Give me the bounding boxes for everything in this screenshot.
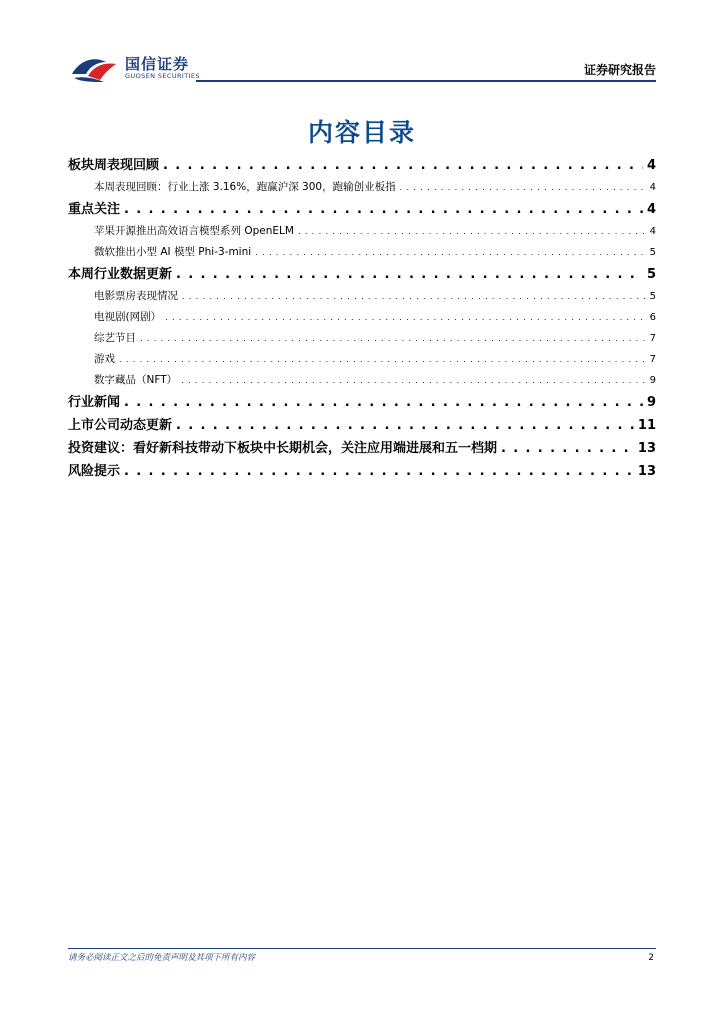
table-of-contents [68,154,656,483]
toc-entry-page: 4 [649,226,656,237]
page-number: 2 [648,953,654,963]
toc-entry-page: 4 [646,202,656,217]
toc-entry-page: 9 [646,395,656,410]
toc-entry[interactable] [68,221,656,242]
toc-entry-page: 9 [649,375,656,386]
toc-dot-leader [181,370,646,391]
toc-entry-title: 数字藏品（NFT） [94,374,178,386]
toc-dot-leader [298,221,646,242]
toc-entry[interactable] [68,460,656,483]
toc-entry[interactable] [68,198,656,221]
toc-entry-page: 13 [637,464,656,479]
toc-dot-leader [163,154,643,177]
report-type-label: 证券研究报告 [583,63,656,77]
toc-entry[interactable] [68,263,656,286]
toc-dot-leader [165,307,646,328]
logo-chinese-name: 国信证券 [125,54,190,73]
toc-entry-page: 7 [649,333,656,344]
toc-entry-title: 苹果开源推出高效语言模型系列 OpenELM [94,225,294,237]
toc-entry-title: 本周表现回顾：行业上涨 3.16%，跑赢沪深 300，跑输创业板指 [94,181,396,193]
toc-entry-title: 电影票房表现情况 [94,290,178,302]
toc-entry-title: 板块周表现回顾 [68,158,160,173]
toc-entry-title: 行业新闻 [68,395,121,410]
toc-entry-title: 重点关注 [68,202,121,217]
toc-entry-title: 本周行业数据更新 [68,267,173,282]
toc-entry-page: 5 [649,291,656,302]
toc-dot-leader [176,263,643,286]
toc-entry-page: 7 [649,354,656,365]
toc-dot-leader [119,349,646,370]
toc-entry-page: 5 [646,267,656,282]
guosen-logo [70,52,200,84]
toc-entry[interactable] [68,177,656,198]
toc-entry-title: 上市公司动态更新 [68,418,173,433]
toc-dot-leader [501,437,634,460]
toc-entry[interactable] [68,414,656,437]
toc-dot-leader [176,414,634,437]
footer-divider [68,948,656,949]
toc-dot-leader [182,286,646,307]
toc-dot-leader [255,242,645,263]
toc-entry-title: 投资建议：看好新科技带动下板块中长期机会，关注应用端进展和五一档期 [68,441,498,456]
toc-entry-page: 4 [646,158,656,173]
toc-entry-page: 5 [649,247,656,258]
toc-entry-title: 综艺节目 [94,332,136,344]
toc-entry-title: 微软推出小型 AI 模型 Phi-3-mini [94,246,252,258]
toc-dot-leader [124,460,634,483]
toc-entry[interactable] [68,154,656,177]
toc-entry-page: 6 [649,312,656,323]
toc-dot-leader [124,198,643,221]
logo-english-name: GUOSEN SECURITIES [125,71,200,80]
toc-entry-page: 13 [637,441,656,456]
toc-entry[interactable] [68,242,656,263]
toc-entry-page: 11 [637,418,656,433]
toc-entry[interactable] [68,349,656,370]
toc-title: 内容目录 [307,118,416,147]
header-divider [196,80,656,82]
toc-entry[interactable] [68,437,656,460]
toc-entry[interactable] [68,328,656,349]
toc-entry-title: 电视剧(网剧） [94,311,162,323]
toc-entry[interactable] [68,370,656,391]
toc-dot-leader [400,177,646,198]
toc-entry[interactable] [68,286,656,307]
toc-entry-page: 4 [649,182,656,193]
toc-dot-leader [140,328,646,349]
toc-dot-leader [124,391,643,414]
guosen-logo-icon [70,52,122,84]
toc-entry-title: 风险提示 [68,464,121,479]
toc-entry[interactable] [68,391,656,414]
toc-entry[interactable] [68,307,656,328]
toc-entry-title: 游戏 [94,353,115,365]
footer-disclaimer: 请务必阅读正文之后的免责声明及其项下所有内容 [68,953,256,963]
page-header [0,0,724,90]
